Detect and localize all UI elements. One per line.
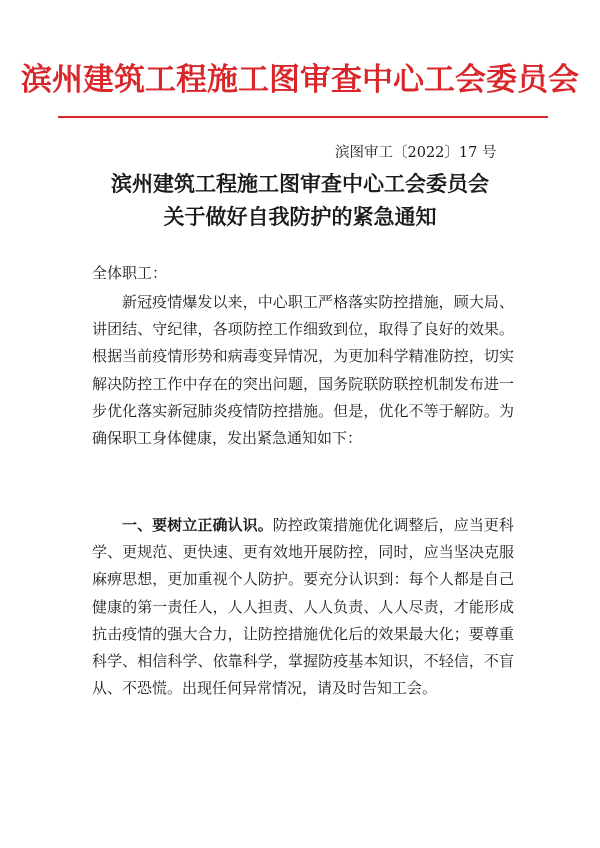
organization-header: 滨州建筑工程施工图审查中心工会委员会 (21, 62, 579, 98)
document-number: 滨图审工〔2022〕17 号 (335, 145, 497, 161)
document-title-line-2: 关于做好自我防护的紧急通知 (163, 204, 437, 229)
section-1-heading: 一、要树立正确认识。 (122, 516, 273, 534)
document-title-line-1: 滨州建筑工程施工图审查中心工会委员会 (111, 171, 489, 196)
paragraph-intro: 新冠疫情爆发以来，中心职工严格落实防控措施，顾大局、讲团结、守纪律，各项防控工作细致到位，取得了良好的效果。根据当前疫情形势和病毒变异情况，为更加科学精准防控，切实解决防控工作中存在的突出问题，国务院联防联控机制发布进一步优化落实新冠肺炎疫情防控措施。但是，优化不等于解防。为确保职工身体健康，发出紧急通知如下： (92, 293, 514, 448)
paragraph-section-1 (92, 512, 514, 702)
greeting: 全体职工： (92, 264, 168, 282)
section-1-body: 防控政策措施优化调整后，应当更科学、更规范、更快速、更有效地开展防控，同时，应当坚决克服麻痹思想，更加重视个人防护。要充分认识到：每个人都是自己健康的第一责任人，人人担责、人人负责、人人尽责，才能形成抗击疫情的强大合力，让防控措施优化后的效果最大化；要尊重科学、相信科学、依靠科学，掌握防疫基本知识，不轻信，不盲从、不恐慌。出现任何异常情况，请及时告知工会。 (92, 516, 514, 698)
red-divider-line (58, 116, 548, 118)
